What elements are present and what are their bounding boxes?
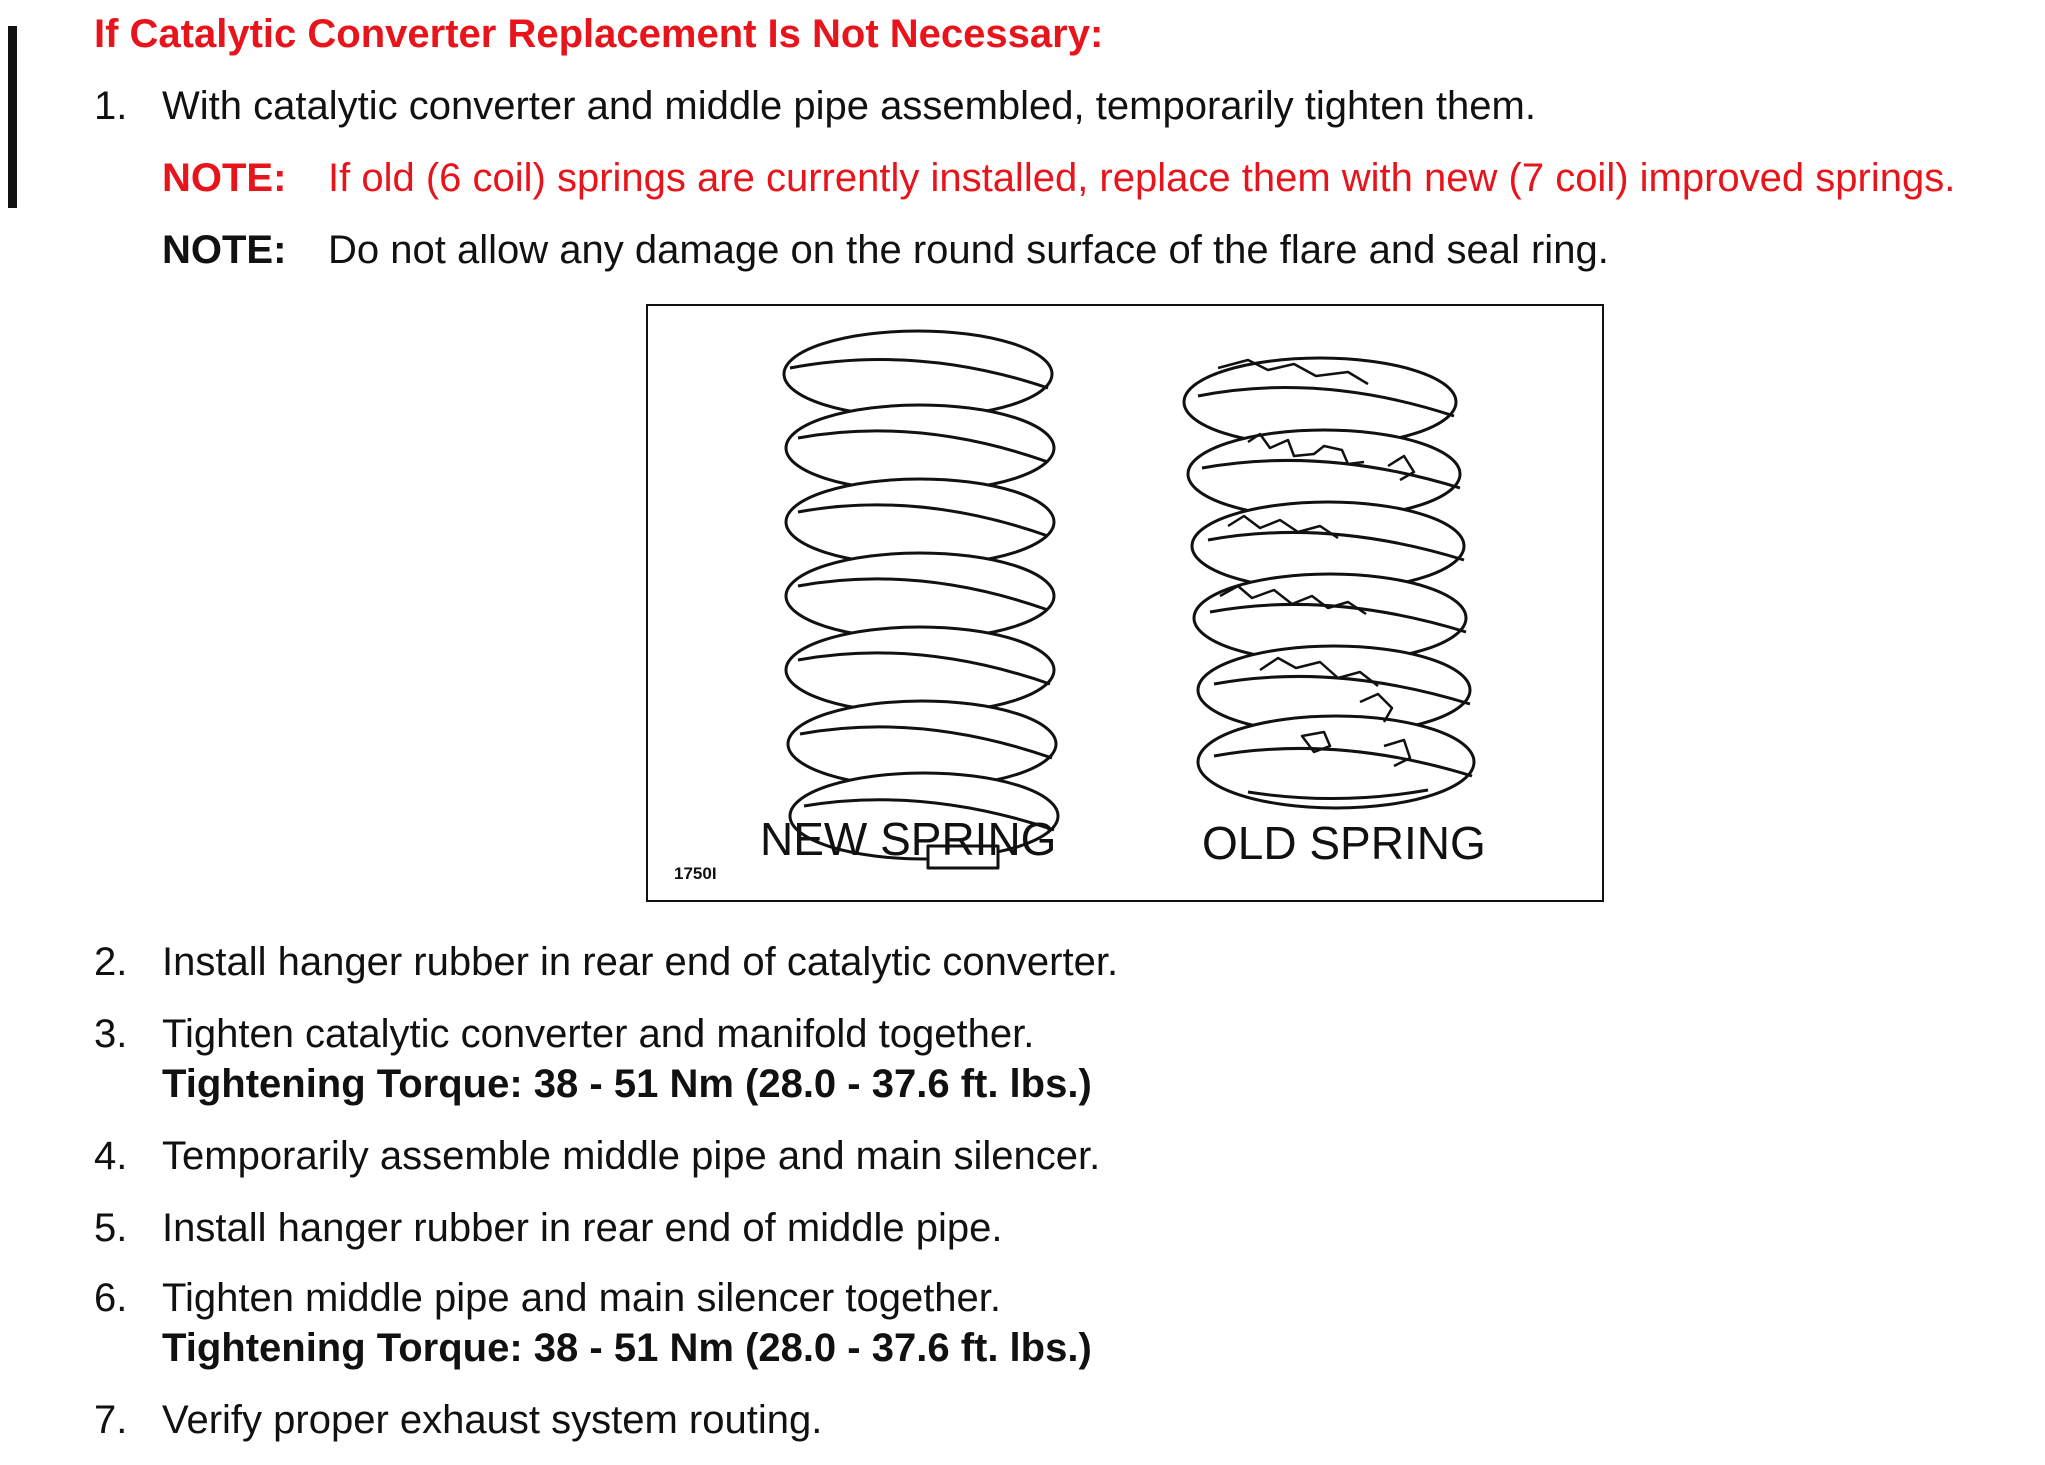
step-number: 5. [94, 1206, 128, 1250]
note-label: NOTE: [162, 156, 287, 200]
step-number: 1. [94, 84, 128, 128]
revision-change-bar [8, 26, 17, 208]
step-3-torque-spec: Tightening Torque: 38 - 51 Nm (28.0 - 37.6 ft. lbs.) [162, 1062, 1092, 1106]
step-6-torque-spec: Tightening Torque: 38 - 51 Nm (28.0 - 37.6 ft. lbs.) [162, 1326, 1092, 1370]
new-spring-label: NEW SPRING [760, 813, 1057, 865]
old-spring-drawing [1184, 358, 1474, 808]
spring-comparison-figure [646, 304, 1604, 902]
section-heading: If Catalytic Converter Replacement Is Not Necessary: [94, 12, 1104, 56]
step-text: With catalytic converter and middle pipe assembled, temporarily tighten them. [162, 84, 1536, 128]
note-text: If old (6 coil) springs are currently installed, replace them with new (7 coil) improved springs. [328, 156, 1956, 200]
figure-code: 1750I [674, 864, 717, 883]
step-number: 7. [94, 1398, 128, 1442]
step-text: Install hanger rubber in rear end of catalytic converter. [162, 940, 1119, 984]
step-number: 4. [94, 1134, 128, 1178]
new-spring-drawing [784, 331, 1058, 868]
step-number: 6. [94, 1276, 128, 1320]
note-label: NOTE: [162, 228, 287, 272]
note-text: Do not allow any damage on the round surface of the flare and seal ring. [328, 228, 1609, 272]
step-text: Tighten middle pipe and main silencer together. [162, 1276, 1002, 1320]
step-text: Tighten catalytic converter and manifold together. [162, 1012, 1035, 1056]
old-spring-coil [1198, 716, 1474, 808]
step-text: Temporarily assemble middle pipe and main silencer. [162, 1134, 1101, 1178]
old-spring-label: OLD SPRING [1202, 817, 1486, 869]
spring-illustration [648, 306, 1602, 900]
step-text: Install hanger rubber in rear end of middle pipe. [162, 1206, 1003, 1250]
step-number: 3. [94, 1012, 128, 1056]
step-text: Verify proper exhaust system routing. [162, 1398, 823, 1442]
step-number: 2. [94, 940, 128, 984]
